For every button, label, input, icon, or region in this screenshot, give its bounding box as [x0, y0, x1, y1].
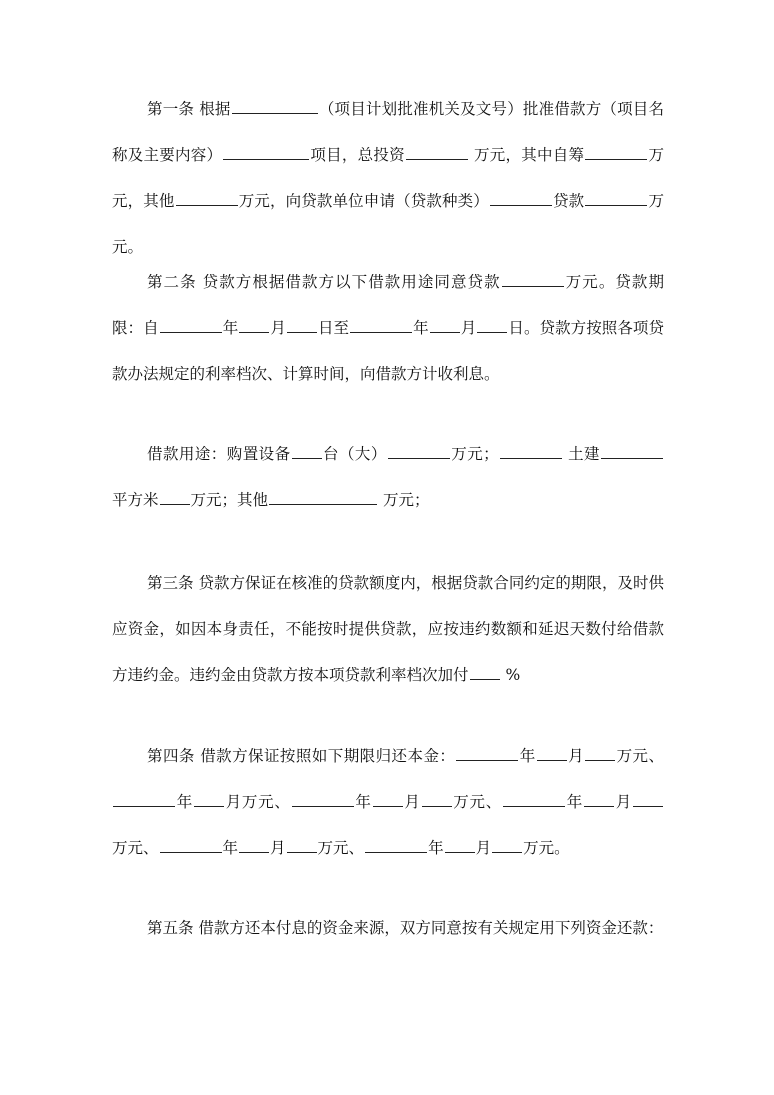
- clause-1-text: 项目，总投资: [310, 146, 405, 164]
- clause-2-text: 月: [270, 319, 286, 337]
- clause-4-text: 月: [567, 747, 585, 765]
- other-purpose-blank[interactable]: [269, 488, 377, 505]
- end-year-blank[interactable]: [350, 316, 412, 333]
- clause-4-text: 年: [519, 747, 536, 765]
- construction-item-blank[interactable]: [500, 442, 562, 459]
- clause-4-text: 第四条 借款方保证按照如下期限归还本金：: [147, 747, 456, 765]
- repay-year-blank[interactable]: [503, 790, 565, 807]
- clause-3-text: %: [500, 666, 521, 684]
- other-funds-blank[interactable]: [176, 189, 238, 206]
- clause-2-text: 第二条 贷款方根据借款方以下借款用途同意贷款: [147, 273, 501, 291]
- end-day-blank[interactable]: [477, 316, 507, 333]
- loan-purpose-text: 万元；: [378, 491, 430, 509]
- clause-2-text: 年: [222, 319, 239, 337]
- repay-amount-blank[interactable]: [633, 790, 663, 807]
- total-investment-blank[interactable]: [406, 143, 468, 160]
- repay-amount-blank[interactable]: [287, 836, 317, 853]
- loan-purpose: [112, 431, 664, 523]
- clause-1-text: 万元。: [112, 192, 664, 256]
- clause-5-text: 第五条 借款方还本付息的资金来源，双方同意按有关规定用下列资金还款：: [147, 919, 664, 937]
- agreed-loan-blank[interactable]: [502, 270, 564, 287]
- clause-4-text: 万元、: [452, 793, 502, 811]
- clause-1-text: 贷款: [552, 192, 585, 210]
- clause-4-text: 月: [475, 839, 492, 857]
- repay-year-blank[interactable]: [365, 836, 427, 853]
- clause-2: [112, 259, 664, 397]
- construction-area-blank[interactable]: [601, 442, 663, 459]
- clause-4-text: 万元、: [112, 839, 159, 857]
- clause-3-text: 第三条 贷款方保证在核准的贷款额度内，根据贷款合同约定的期限，及时供应资金，如因本身责任，不能按时提供贷款，应按违约数额和延迟天数付给借款方违约金。违约金由贷款方按本项贷款利率档次加付: [112, 574, 664, 684]
- repay-month-blank[interactable]: [239, 836, 269, 853]
- clause-4-text: 年: [222, 839, 239, 857]
- repay-month-blank[interactable]: [537, 744, 567, 761]
- repay-year-blank[interactable]: [292, 790, 354, 807]
- clause-1: [112, 86, 664, 270]
- start-year-blank[interactable]: [160, 316, 222, 333]
- loan-purpose-text: 平方米: [112, 491, 159, 509]
- repay-month-blank[interactable]: [373, 790, 403, 807]
- start-day-blank[interactable]: [287, 316, 317, 333]
- approval-authority-blank[interactable]: [232, 97, 318, 114]
- clause-5: [112, 905, 664, 951]
- clause-4-text: 年: [428, 839, 444, 857]
- clause-2-text: 年: [413, 319, 429, 337]
- equipment-count-blank[interactable]: [292, 442, 322, 459]
- repay-month-blank[interactable]: [445, 836, 475, 853]
- loan-purpose-text: 万元；: [450, 445, 499, 463]
- clause-1-text: 万元，其他: [112, 146, 664, 210]
- clause-4-text: 月: [614, 793, 632, 811]
- self-raised-blank[interactable]: [585, 143, 647, 160]
- repay-amount-blank[interactable]: [492, 836, 522, 853]
- repay-year-blank[interactable]: [456, 744, 518, 761]
- repay-month-blank[interactable]: [194, 790, 224, 807]
- loan-amount-blank[interactable]: [585, 189, 647, 206]
- clause-2-text: 日。贷款方按照各项贷款办法规定的利率档次、计算时间，向借款方计收利息。: [112, 319, 664, 383]
- project-name-blank[interactable]: [223, 143, 309, 160]
- clause-2-text: 日至: [317, 319, 350, 337]
- clause-4-text: 月万元、: [224, 793, 291, 811]
- construction-amount-blank[interactable]: [160, 488, 190, 505]
- repay-amount-blank[interactable]: [422, 790, 452, 807]
- clause-4: [112, 733, 664, 871]
- loan-purpose-text: 土建: [562, 445, 600, 463]
- clause-1-text: 万元，其中自筹: [468, 146, 585, 164]
- clause-4-text: 万元、: [317, 839, 365, 857]
- clause-3: [112, 560, 664, 698]
- loan-purpose-text: 万元；其他: [190, 491, 269, 509]
- loan-purpose-text: 台（大）: [322, 445, 387, 463]
- equipment-amount-blank[interactable]: [388, 442, 450, 459]
- loan-type-blank[interactable]: [490, 189, 552, 206]
- repay-month-blank[interactable]: [584, 790, 614, 807]
- clause-4-text: 年: [566, 793, 583, 811]
- clause-4-text: 月: [403, 793, 421, 811]
- end-month-blank[interactable]: [430, 316, 460, 333]
- penalty-rate-blank[interactable]: [470, 663, 500, 680]
- clause-1-text: 第一条 根据: [147, 100, 231, 118]
- clause-4-text: 万元、: [616, 747, 664, 765]
- clause-4-text: 年: [354, 793, 372, 811]
- clause-2-text: 万元。贷款期限：自: [112, 273, 664, 337]
- repay-amount-blank[interactable]: [585, 744, 615, 761]
- repay-year-blank[interactable]: [160, 836, 222, 853]
- clause-1-text: （项目计划批准机关及文号）批准借款方（项目名称及主要内容）: [112, 100, 664, 164]
- clause-1-text: 万元，向贷款单位申请（贷款种类）: [238, 192, 489, 210]
- repay-year-blank[interactable]: [113, 790, 175, 807]
- clause-4-text: 月: [270, 839, 286, 857]
- clause-4-text: 万元。: [523, 839, 570, 857]
- clause-2-text: 月: [460, 319, 477, 337]
- clause-4-text: 年: [176, 793, 193, 811]
- start-month-blank[interactable]: [239, 316, 269, 333]
- loan-purpose-text: 借款用途：购置设备: [147, 445, 291, 463]
